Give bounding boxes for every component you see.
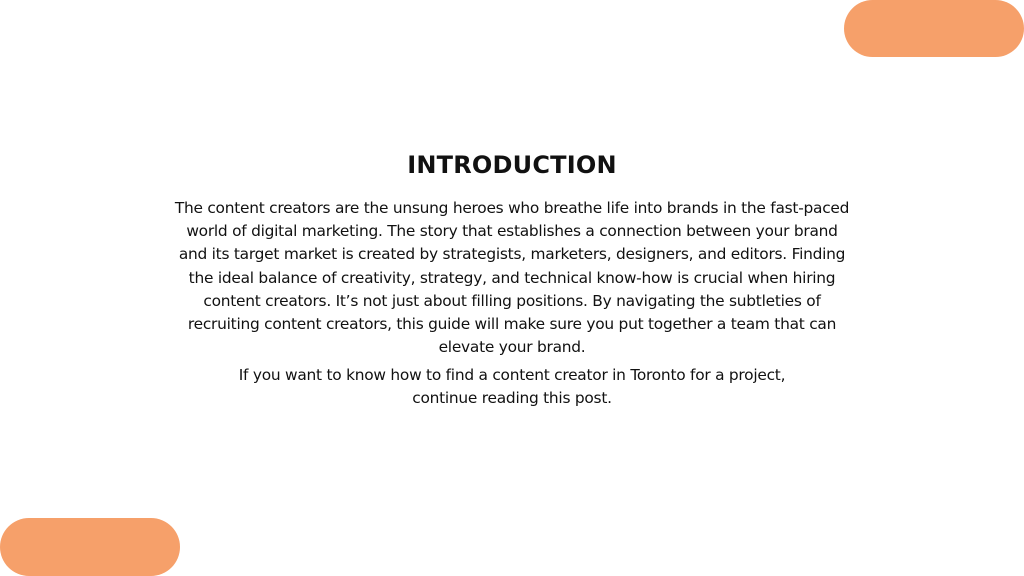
decorative-pill-bottom-left [0, 518, 180, 576]
slide-title: INTRODUCTION [407, 151, 617, 179]
decorative-pill-top-right [844, 0, 1024, 57]
closing-paragraph: If you want to know how to find a content creator in Toronto for a project, continue reading this post. [238, 366, 786, 408]
intro-paragraph: The content creators are the unsung heroes who breathe life into brands in the fast-paced world of digital marketing. The story that establishes a connection between your brand and its target market is created by strategists, marketers, designers, and editors. Finding the ideal balance of creativity, strategy, and technical know-how is crucial when hiring content creators. It’s not just about filling positions. By navigating the subtleties of recruiting content creators, this guide will make sure you put together a team that can elevate your brand. [174, 199, 850, 357]
